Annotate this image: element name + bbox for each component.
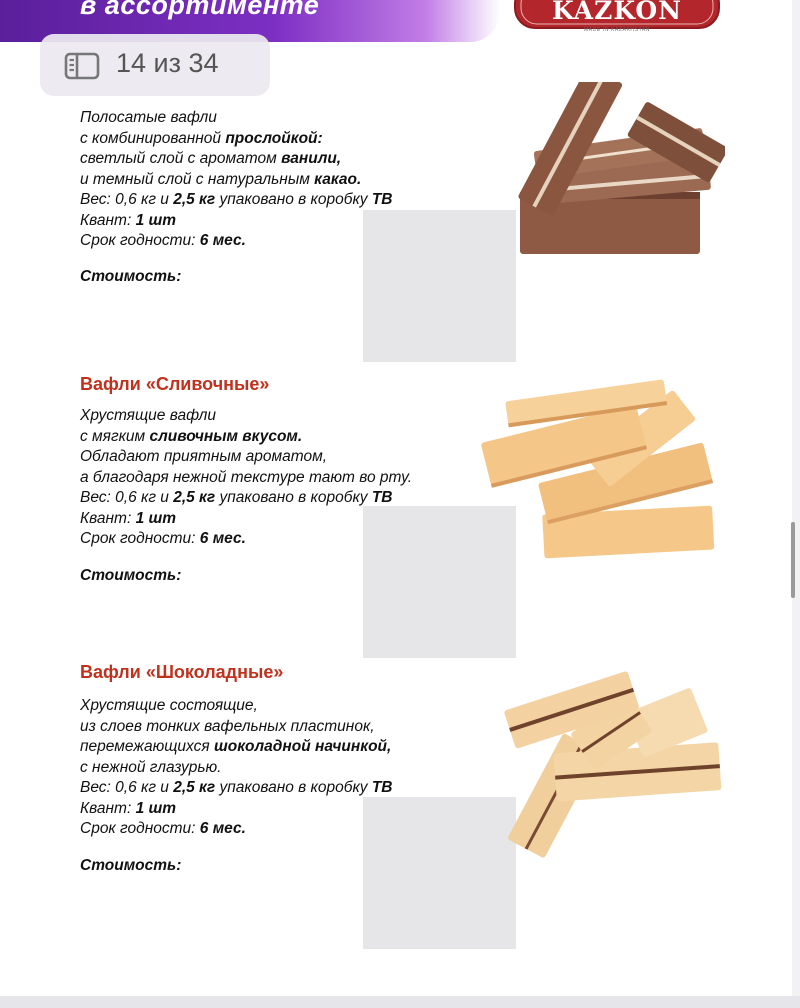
chocolate-filled-wafers-image <box>495 662 730 862</box>
product-3-quant: Квант: 1 шт <box>80 799 177 817</box>
scrollbar-thumb[interactable] <box>791 522 795 598</box>
header-title: в ассортименте <box>80 0 320 20</box>
product-1-cost-label: Стоимость: <box>80 268 182 285</box>
product-1-line-3: светлый слой с ароматом ванили, <box>80 150 342 167</box>
product-2-line-1: Хрустящие вафли <box>80 407 217 424</box>
product-1-shelf-life: Срок годности: 6 мес. <box>80 232 246 249</box>
product-1-line-4: и темный слой с натуральным какао. <box>80 170 362 188</box>
product-2-line-2: с мягким сливочным вкусом. <box>80 427 303 445</box>
product-3-description <box>80 696 393 840</box>
viewer-bottom-strip <box>0 996 800 1008</box>
product-1-quant: Квант: 1 шт <box>80 211 177 229</box>
product-2-cost-label: Стоимость: <box>80 567 182 584</box>
page-counter[interactable] <box>40 34 270 96</box>
kazkon-logo <box>512 0 722 40</box>
product-3-price-placeholder <box>363 797 516 949</box>
product-1-description <box>80 108 393 252</box>
product-2-shelf-life: Срок годности: 6 мес. <box>80 530 246 547</box>
logo-brand: KAZKON <box>551 0 683 25</box>
logo-tagline: MADE IN KAZAKHSTAN <box>584 27 650 33</box>
product-1-line-2: с комбинированной прослойкой: <box>80 129 323 147</box>
page-counter-label: 14 из 34 <box>116 48 219 78</box>
product-1-price-placeholder <box>363 210 516 362</box>
chocolate-wafers-image <box>515 82 725 260</box>
product-3-line-1: Хрустящие состоящие, <box>80 697 258 714</box>
product-2-title: Вафли «Сливочные» <box>80 374 270 394</box>
product-1-line-1: Полосатые вафли <box>80 109 217 126</box>
product-3-line-4: с нежной глазурью. <box>80 758 222 776</box>
product-3-line-2: из слоев тонких вафельных пластинок, <box>80 717 375 735</box>
product-3-line-3: перемежающихся шоколадной начинкой, <box>80 738 392 755</box>
product-3-title: Вафли «Шоколадные» <box>80 662 284 682</box>
cream-wafers-image <box>478 372 728 562</box>
product-3-shelf-life: Срок годности: 6 мес. <box>80 820 246 837</box>
product-2-line-4: а благодаря нежной текстуре тают во рту. <box>80 468 413 486</box>
product-3-cost-label: Стоимость: <box>80 857 182 874</box>
sidebar-panel-icon[interactable] <box>64 52 100 80</box>
product-2-weight: Вес: 0,6 кг и 2,5 кг упаковано в коробку ТВ <box>80 489 393 506</box>
product-3-weight: Вес: 0,6 кг и 2,5 кг упаковано в коробку ТВ <box>80 779 393 796</box>
product-2-quant: Квант: 1 шт <box>80 509 177 527</box>
product-1-weight: Вес: 0,6 кг и 2,5 кг упаковано в коробку ТВ <box>80 191 393 208</box>
product-2-line-3: Обладают приятным ароматом, <box>80 448 328 465</box>
